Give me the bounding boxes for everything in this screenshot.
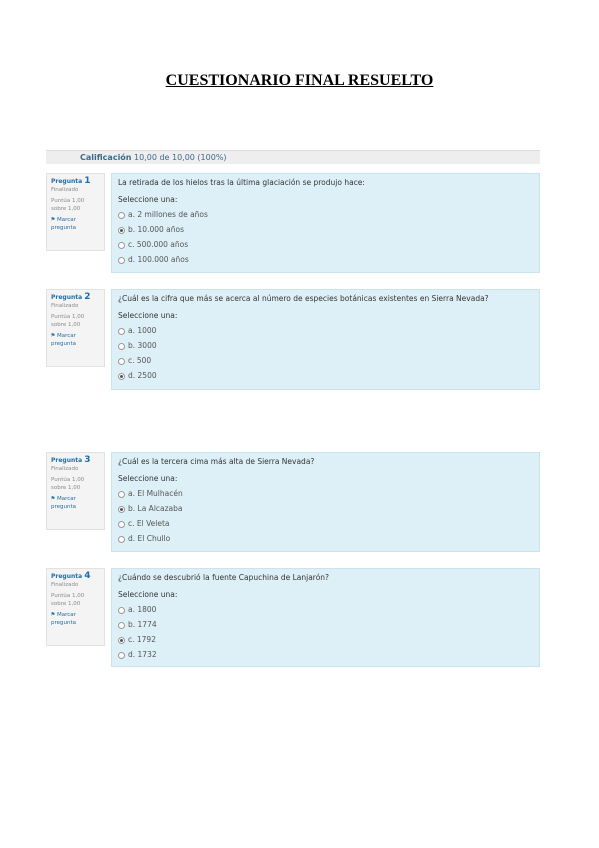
answer-option-b[interactable]: b. La Alcazaba: [118, 504, 533, 514]
question-info: [46, 289, 105, 367]
question-text: ¿Cuál es la cifra que más se acerca al número de especies botánicas existentes en Sierra Nevada?: [118, 294, 489, 303]
radio-button[interactable]: [118, 358, 125, 365]
answer-option-d[interactable]: d. 1732: [118, 650, 533, 660]
answer-option-a[interactable]: a. 1800: [118, 605, 533, 615]
radio-button[interactable]: [118, 652, 125, 659]
answer-prompt: Seleccione una:: [118, 474, 178, 483]
radio-button[interactable]: [118, 242, 125, 249]
question-info: [46, 452, 105, 530]
grade-summary: [46, 150, 540, 164]
question-info: [46, 173, 105, 251]
answer-option-c[interactable]: c. 500: [118, 356, 533, 366]
flag-question-link[interactable]: ⚑ Marcar pregunta: [51, 333, 77, 347]
radio-button[interactable]: [118, 607, 125, 614]
flag-question-link[interactable]: ⚑ Marcar pregunta: [51, 217, 77, 231]
question-number: Pregunta 2: [51, 292, 91, 302]
answer-option-b[interactable]: b. 3000: [118, 341, 533, 351]
question-status: Finalizado: [51, 187, 79, 193]
answer-option-c[interactable]: c. 1792: [118, 635, 533, 645]
flag-icon: ⚑: [51, 217, 56, 223]
flag-question-link[interactable]: ⚑ Marcar pregunta: [51, 612, 77, 626]
question-content: [111, 452, 540, 552]
question-status: Finalizado: [51, 466, 79, 472]
document-title: CUESTIONARIO FINAL RESUELTO: [165, 72, 434, 89]
answer-option-a[interactable]: a. 1000: [118, 326, 533, 336]
answer-option-a[interactable]: a. 2 millones de años: [118, 210, 533, 220]
question-content: [111, 173, 540, 273]
grade-label: Calificación: [80, 153, 132, 162]
answer-option-b[interactable]: b. 10.000 años: [118, 225, 533, 235]
question-content: [111, 568, 540, 667]
question-text: ¿Cuándo se descubrió la fuente Capuchina de Lanjarón?: [118, 573, 330, 582]
radio-button-selected[interactable]: [118, 637, 125, 644]
question-info: [46, 568, 105, 646]
answer-option-d[interactable]: d. 2500: [118, 371, 533, 381]
question-content: [111, 289, 540, 390]
radio-button-selected[interactable]: [118, 227, 125, 234]
answer-option-c[interactable]: c. El Veleta: [118, 519, 533, 529]
radio-button[interactable]: [118, 491, 125, 498]
radio-button[interactable]: [118, 343, 125, 350]
question-status: Finalizado: [51, 582, 79, 588]
question-number: Pregunta 3: [51, 455, 91, 465]
grade-value: 10,00 de 10,00 (100%): [134, 153, 227, 162]
question-number: Pregunta 4: [51, 571, 91, 581]
question-score: Puntúa 1,00 sobre 1,00: [51, 198, 85, 212]
answer-option-d[interactable]: d. 100.000 años: [118, 255, 533, 265]
answer-option-c[interactable]: c. 500.000 años: [118, 240, 533, 250]
question-number: Pregunta 1: [51, 176, 91, 186]
answer-prompt: Seleccione una:: [118, 311, 178, 320]
answer-prompt: Seleccione una:: [118, 195, 178, 204]
question-text: La retirada de los hielos tras la última glaciación se produjo hace:: [118, 178, 365, 187]
question-score: Puntúa 1,00 sobre 1,00: [51, 593, 85, 607]
flag-icon: ⚑: [51, 496, 56, 502]
flag-icon: ⚑: [51, 333, 56, 339]
radio-button[interactable]: [118, 622, 125, 629]
radio-button[interactable]: [118, 521, 125, 528]
flag-icon: ⚑: [51, 612, 56, 618]
question-text: ¿Cuál es la tercera cima más alta de Sierra Nevada?: [118, 457, 315, 466]
answer-option-d[interactable]: d. El Chullo: [118, 534, 533, 544]
answer-option-b[interactable]: b. 1774: [118, 620, 533, 630]
radio-button[interactable]: [118, 328, 125, 335]
radio-button-selected[interactable]: [118, 506, 125, 513]
radio-button[interactable]: [118, 212, 125, 219]
question-status: Finalizado: [51, 303, 79, 309]
radio-button[interactable]: [118, 257, 125, 264]
answer-prompt: Seleccione una:: [118, 590, 178, 599]
radio-button-selected[interactable]: [118, 373, 125, 380]
question-score: Puntúa 1,00 sobre 1,00: [51, 477, 85, 491]
radio-button[interactable]: [118, 536, 125, 543]
flag-question-link[interactable]: ⚑ Marcar pregunta: [51, 496, 77, 510]
question-score: Puntúa 1,00 sobre 1,00: [51, 314, 85, 328]
answer-option-a[interactable]: a. El Mulhacén: [118, 489, 533, 499]
